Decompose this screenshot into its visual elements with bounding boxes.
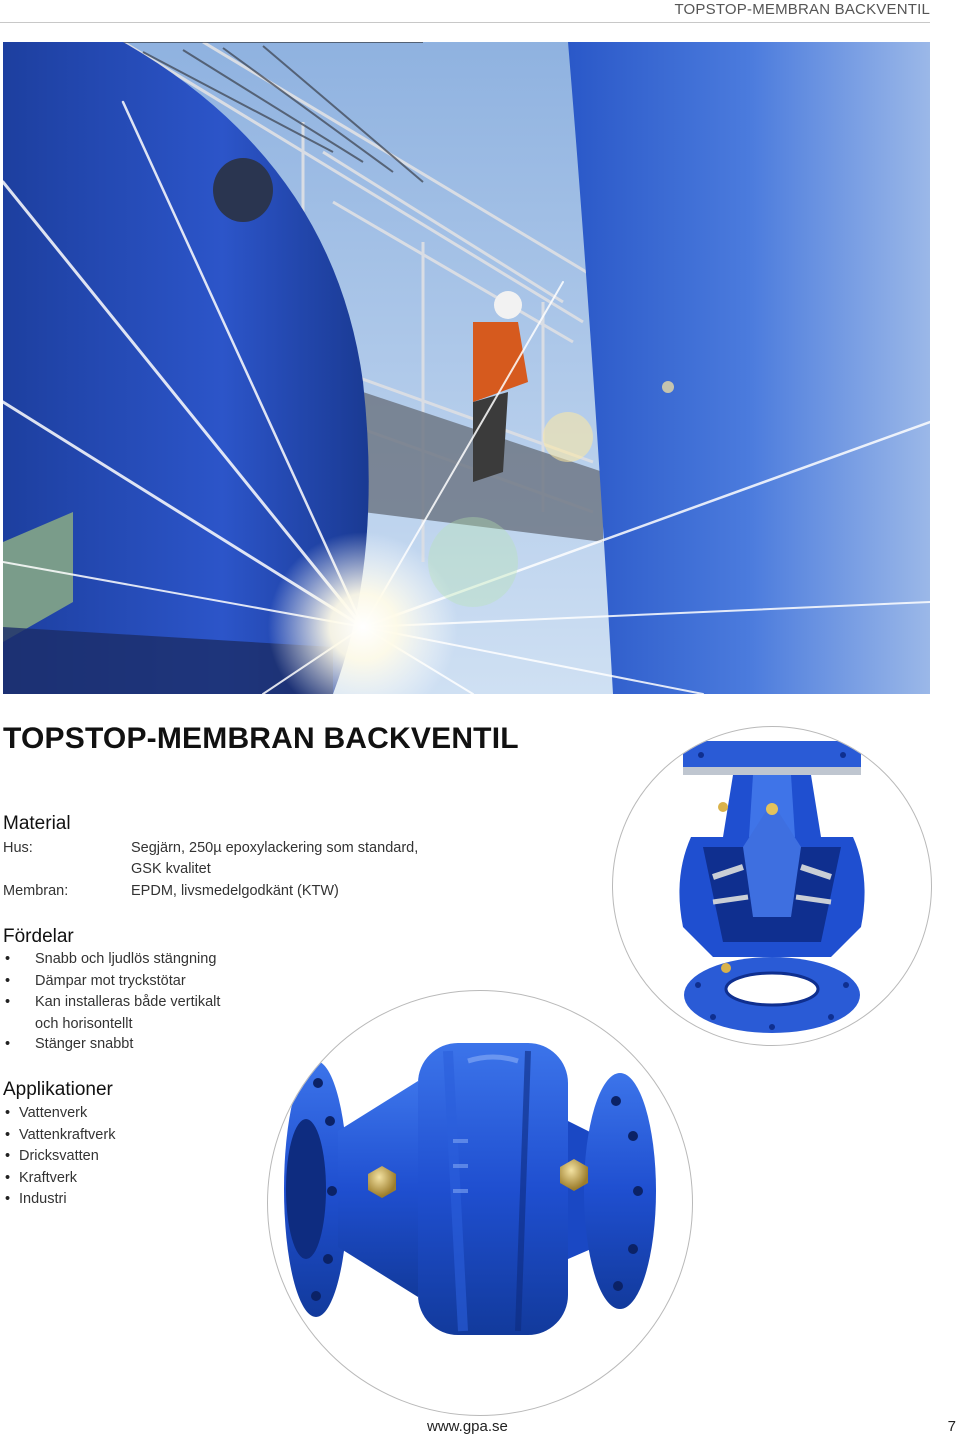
spec-label-membran: Membran: — [3, 883, 69, 899]
list-item: • Stänger snabbt — [3, 1034, 220, 1056]
spec-label-hus: Hus: — [3, 840, 33, 856]
list-item: • Vattenkraftverk — [3, 1125, 115, 1147]
footer-url[interactable]: www.gpa.se — [427, 1418, 508, 1435]
material-heading: Material — [3, 813, 71, 834]
list-item: • Vattenverk — [3, 1103, 115, 1125]
spec-value-hus-line-2: GSK kvalitet — [131, 861, 211, 877]
page-number: 7 — [947, 1418, 956, 1435]
valve-cutaway-illustration — [612, 726, 932, 1046]
fordelar-heading: Fördelar — [3, 926, 74, 947]
header-divider — [0, 22, 930, 23]
fordelar-list — [3, 949, 220, 1055]
hero-photo — [3, 42, 930, 694]
applikationer-list — [3, 1103, 115, 1211]
running-header: TOPSTOP-MEMBRAN BACKVENTIL — [674, 1, 930, 18]
list-item: • Dricksvatten — [3, 1146, 115, 1168]
spec-value-hus-line-1: Segjärn, 250µ epoxylackering som standard, — [131, 840, 419, 856]
spec-value-membran: EPDM, livsmedelgodkänt (KTW) — [131, 883, 339, 899]
list-item: • Snabb och ljudlös stängning — [3, 949, 220, 971]
valve-product-photo — [267, 990, 693, 1416]
list-item-continuation: och horisontellt — [35, 1015, 133, 1032]
page-title: TOPSTOP-MEMBRAN BACKVENTIL — [3, 722, 519, 755]
list-item: • Kraftverk — [3, 1168, 115, 1190]
list-item: • Dämpar mot tryckstötar — [3, 971, 220, 993]
list-item: • Industri — [3, 1189, 115, 1211]
list-item: • Kan installeras både vertikalt — [3, 992, 220, 1014]
applikationer-heading: Applikationer — [3, 1079, 113, 1100]
